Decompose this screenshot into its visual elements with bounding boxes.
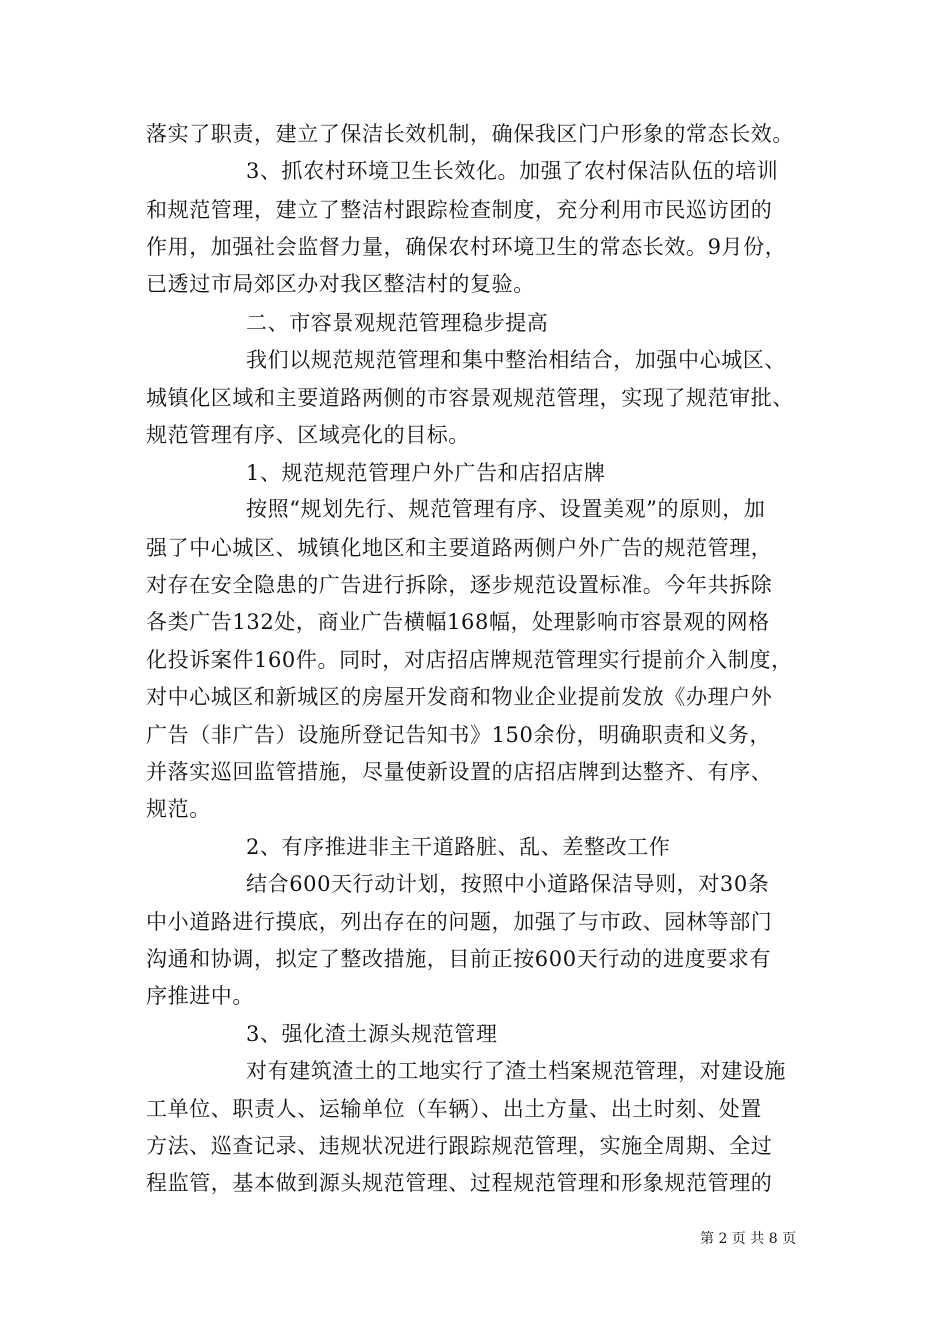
- body-text-line: 我们以规范规范管理和集中整治相结合，加强中心城区、: [246, 348, 786, 372]
- body-text-line: 沟通和协调，拟定了整改措施，目前正按600天行动的进度要求有: [146, 947, 772, 971]
- body-text-line: 对有建筑渣土的工地实行了渣土档案规范管理，对建设施: [246, 1059, 786, 1083]
- body-text-line: 和规范管理，建立了整洁村跟踪检查制度，充分利用市民巡访团的: [146, 198, 773, 222]
- body-text-line: 落实了职责，建立了保洁长效机制，确保我区门户形象的常态长效。: [146, 122, 794, 146]
- body-text-line: 化投诉案件160件。同时，对店招店牌规范管理实行提前介入制度，: [146, 648, 793, 672]
- body-text-line: 程监管，基本做到源头规范管理、过程规范管理和形象规范管理的: [146, 1171, 773, 1195]
- body-text-line: 各类广告132处，商业广告横幅168幅，处理影响市容景观的网格: [146, 610, 770, 634]
- body-text-line: 方法、巡查记录、违规状况进行跟踪规范管理，实施全周期、全过: [146, 1134, 773, 1158]
- body-text-line: 强了中心城区、城镇化地区和主要道路两侧户外广告的规范管理，: [146, 536, 773, 560]
- body-text-line: 对中心城区和新城区的房屋开发商和物业企业提前发放《办理户外: [146, 685, 773, 709]
- body-text-line: 按照“规划先行、规范管理有序、设置美观”的原则，加: [246, 497, 766, 521]
- body-text-line: 规范。: [146, 797, 211, 821]
- body-text-line: 中小道路进行摸底，列出存在的问题，加强了与市政、园林等部门: [146, 910, 773, 934]
- body-text-line: 并落实巡回监管措施，尽量使新设置的店招店牌到达整齐、有序、: [146, 760, 773, 784]
- section-heading: 二、市容景观规范管理稳步提高: [246, 311, 549, 335]
- body-text-line: 3、抓农村环境卫生长效化。加强了农村保洁队伍的培训: [246, 159, 779, 183]
- body-text-line: 规范管理有序、区域亮化的目标。: [146, 423, 470, 447]
- body-text-line: 城镇化区域和主要道路两侧的市容景观规范管理，实现了规范审批、: [146, 386, 794, 410]
- subsection-heading: 3、强化渣土源头规范管理: [246, 1022, 498, 1046]
- page-number-footer: 第 2 页 共 8 页: [700, 1231, 797, 1247]
- body-text-line: 工单位、职责人、运输单位（车辆）、出土方量、出土时刻、处置: [146, 1097, 762, 1121]
- body-text-line: 已透过市局郊区办对我区整洁村的复验。: [146, 272, 535, 296]
- body-text-line: 序推进中。: [146, 984, 254, 1008]
- subsection-heading: 2、有序推进非主干道路脏、乱、差整改工作: [246, 835, 671, 859]
- body-text-line: 对存在安全隐患的广告进行拆除，逐步规范设置标准。今年共拆除: [146, 573, 773, 597]
- body-text-line: 结合600天行动计划，按照中小道路保洁导则，对30条: [246, 872, 770, 896]
- body-text-line: 广告（非广告）设施所登记告知书》150余份，明确职责和义务，: [146, 723, 772, 747]
- subsection-heading: 1、规范规范管理户外广告和店招店牌: [246, 461, 606, 485]
- body-text-line: 作用，加强社会监督力量，确保农村环境卫生的常态长效。9月份，: [146, 235, 787, 259]
